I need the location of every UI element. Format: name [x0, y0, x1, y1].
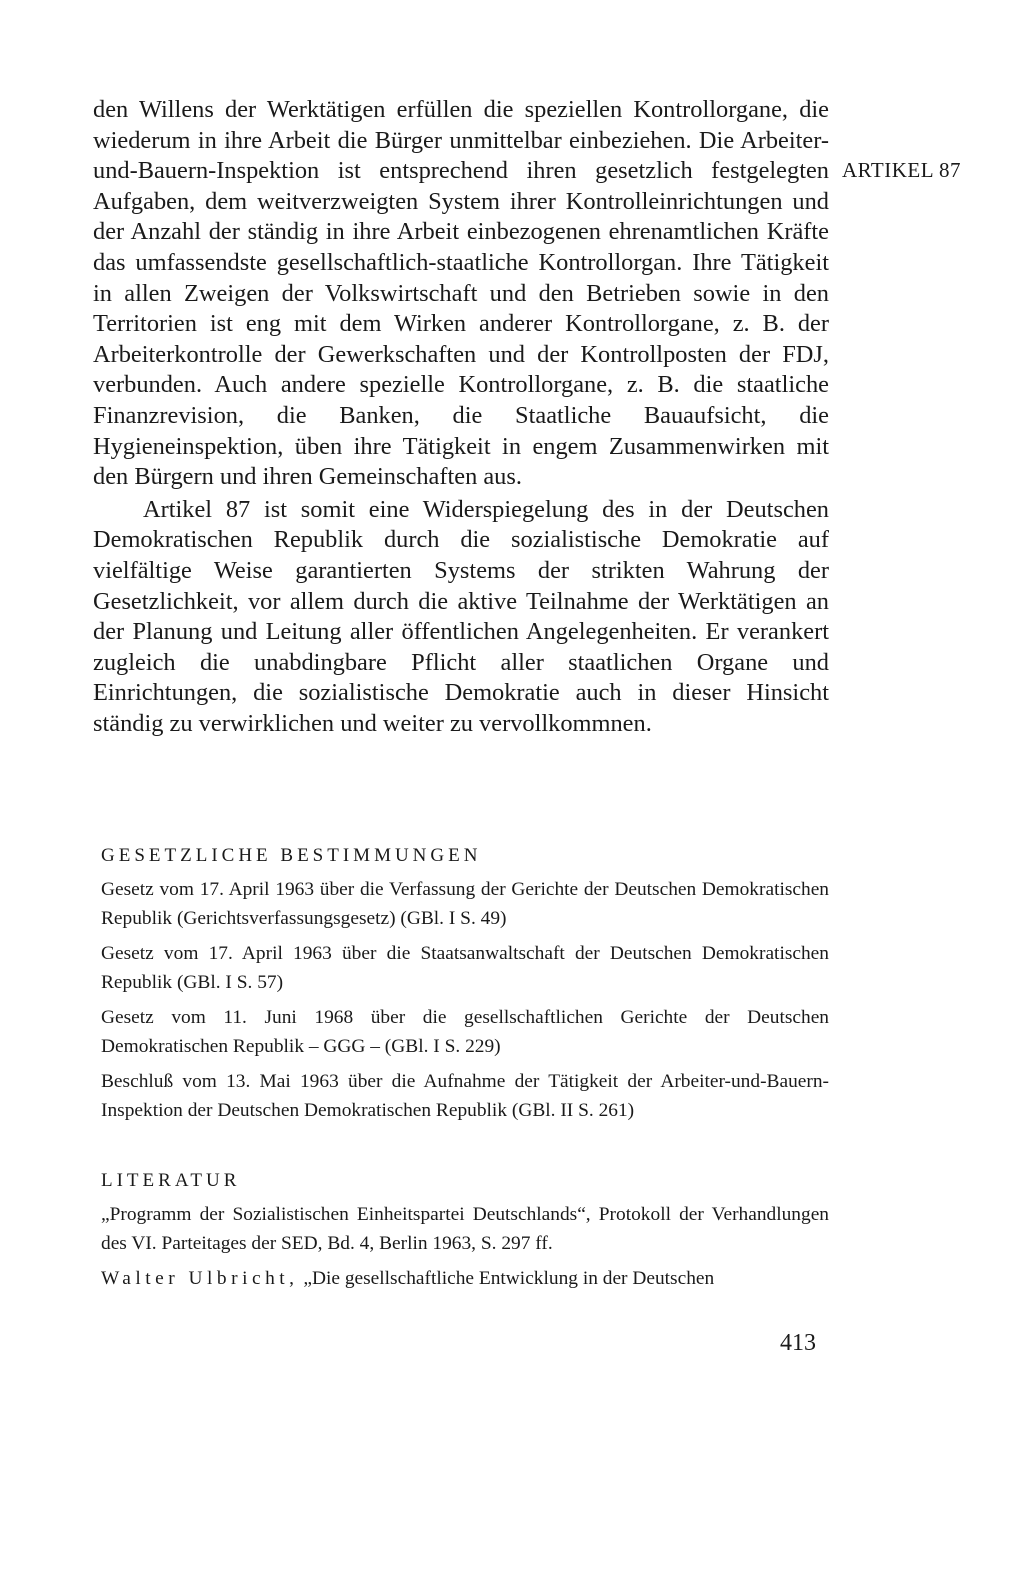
body-paragraph-1: den Willens der Werktätigen erfüllen die speziellen Kontrollorgane, die wiederum in ihre Arbeit die Bürger unmittelbar einbeziehen. Die Arbeiter-und-Bauern-Inspektion ist entsprechend ihren gesetzlich festgelegten Aufgaben, dem weitverzweigten System ihrer Kontrolleinrichtungen und der Anzahl der ständig in ihre Arbeit einbezogenen ehrenamtlichen Kräfte das umfassendste gesellschaftlich-staatliche Kontrollorgan. Ihre Tätigkeit in allen Zweigen der Volkswirtschaft und den Betrieben sowie in den Territorien ist eng mit dem Wirken anderer Kontrollorgane, z. B. der Arbeiterkontrolle der Gewerkschaften und der Kontrollposten der FDJ, verbunden. Auch andere spezielle Kontrollorgane, z. B. die staatliche Finanzrevision, die Banken, die Staatliche Bauaufsicht, die Hygieneinspektion, üben ihre Tätigkeit in engem Zusammenwirken mit den Bürgern und ihren Gemeinschaften aus. [93, 96, 829, 491]
page-number: 413 [780, 1330, 816, 1356]
main-text [93, 95, 829, 739]
law-entry-4: Beschluß vom 13. Mai 1963 über die Aufnahme der Tätigkeit der Arbeiter-und-Bauern-Inspektion der Deutschen Demokratischen Republik (GBl. II S. 261) [101, 1071, 829, 1121]
law-entry-1: Gesetz vom 17. April 1963 über die Verfassung der Gerichte der Deutschen Demokratischen Republik (Gerichtsverfassungsgesetz) (GBl. I S. 49) [101, 879, 829, 929]
law-entry-2: Gesetz vom 17. April 1963 über die Staatsanwaltschaft der Deutschen Demokratischen Republik (GBl. I S. 57) [101, 943, 829, 993]
section-heading-literatur: LITERATUR [101, 1170, 241, 1191]
legal-provisions-section [101, 845, 829, 1131]
section-heading-gesetzliche: GESETZLICHE BESTIMMUNGEN [101, 845, 482, 866]
literature-entry-2-text: „Die gesellschaftliche Entwicklung in der Deutschen [298, 1268, 715, 1289]
literature-entry-1: „Programm der Sozialistischen Einheitspartei Deutschlands“, Protokoll der Verhandlungen des VI. Parteitages der SED, Bd. 4, Berlin 1963, S. 297 ff. [101, 1204, 829, 1254]
literature-entry-2 [101, 1264, 829, 1293]
literature-section [101, 1170, 829, 1299]
law-entry-3: Gesetz vom 11. Juni 1968 über die gesellschaftlichen Gerichte der Deutschen Demokratischen Republik – GGG – (GBl. I S. 229) [101, 1007, 829, 1057]
literature-author: Walter Ulbricht, [101, 1268, 299, 1289]
body-paragraph-2: Artikel 87 ist somit eine Widerspiegelung des in der Deutschen Demokratischen Republik durch die sozialistische Demokratie auf vielfältige Weise garantierten Systems der strikten Wahrung der Gesetzlichkeit, vor allem durch die aktive Teilnahme der Werktätigen an der Planung und Leitung aller öffentlichen Angelegenheiten. Er verankert zugleich die unabdingbare Pflicht aller staatlichen Organe und Einrichtungen, die sozialistische Demokratie auch in dieser Hinsicht ständig zu verwirklichen und weiter zu vervollkommnen. [93, 495, 829, 737]
margin-article-label: ARTIKEL 87 [842, 158, 962, 182]
